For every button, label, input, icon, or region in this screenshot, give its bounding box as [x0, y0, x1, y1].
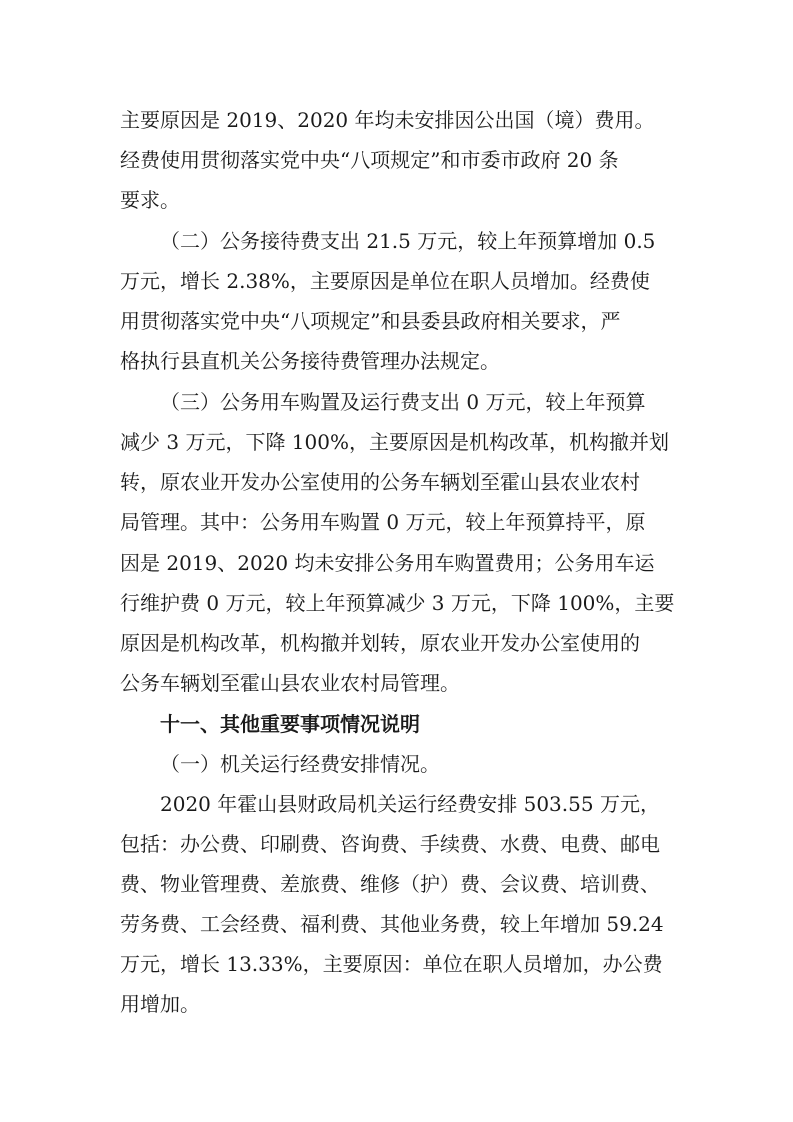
paragraph-3-line-5: 因是 2019、2020 均未安排公务用车购置费用；公务用车运 [120, 551, 655, 575]
paragraph-1-line-2: 经费使用贯彻落实党中央“八项规定”和市委市政府 20 条 [120, 148, 619, 172]
paragraph-3-line-6: 行维护费 0 万元，较上年预算减少 3 万元，下降 100%，主要 [120, 591, 675, 615]
section-heading: 十一、其他重要事项情况说明 [160, 712, 420, 736]
paragraph-2-line-1: （二）公务接待费支出 21.5 万元，较上年预算增加 0.5 [160, 229, 656, 253]
paragraph-3-line-7: 原因是机构改革，机构撤并划转，原农业开发办公室使用的 [120, 631, 640, 655]
paragraph-3-line-3: 转，原农业开发办公室使用的公务车辆划至霍山县农业农村 [120, 470, 640, 494]
paragraph-3-line-1: （三）公务用车购置及运行费支出 0 万元，较上年预算 [160, 390, 646, 414]
paragraph-4-line-2: 包括：办公费、印刷费、咨询费、手续费、水费、电费、邮电 [120, 832, 660, 856]
paragraph-1-line-1: 主要原因是 2019、2020 年均未安排因公出国（境）费用。 [120, 108, 655, 132]
paragraph-4-line-5: 万元，增长 13.33%，主要原因：单位在职人员增加，办公费 [120, 952, 663, 976]
sub-heading: （一）机关运行经费安排情况。 [160, 752, 440, 776]
paragraph-4-line-1: 2020 年霍山县财政局机关运行经费安排 503.55 万元， [160, 792, 660, 816]
paragraph-4-line-3: 费、物业管理费、差旅费、维修（护）费、会议费、培训费、 [120, 872, 660, 896]
paragraph-3-line-8: 公务车辆划至霍山县农业农村局管理。 [120, 671, 460, 695]
paragraph-3-line-4: 局管理。其中：公务用车购置 0 万元，较上年预算持平，原 [120, 510, 646, 534]
paragraph-3-line-2: 减少 3 万元，下降 100%，主要原因是机构改革，机构撤并划 [120, 430, 669, 454]
paragraph-2-line-4: 格执行县直机关公务接待费管理办法规定。 [120, 349, 500, 373]
paragraph-4-line-4: 劳务费、工会经费、福利费、其他业务费，较上年增加 59.24 [120, 912, 664, 936]
paragraph-2-line-3: 用贯彻落实党中央“八项规定”和县委县政府相关要求，严 [120, 309, 621, 333]
paragraph-1-line-3: 要求。 [120, 188, 180, 212]
paragraph-2-line-2: 万元，增长 2.38%，主要原因是单位在职人员增加。经费使 [120, 269, 650, 293]
paragraph-4-line-6: 用增加。 [120, 992, 200, 1016]
